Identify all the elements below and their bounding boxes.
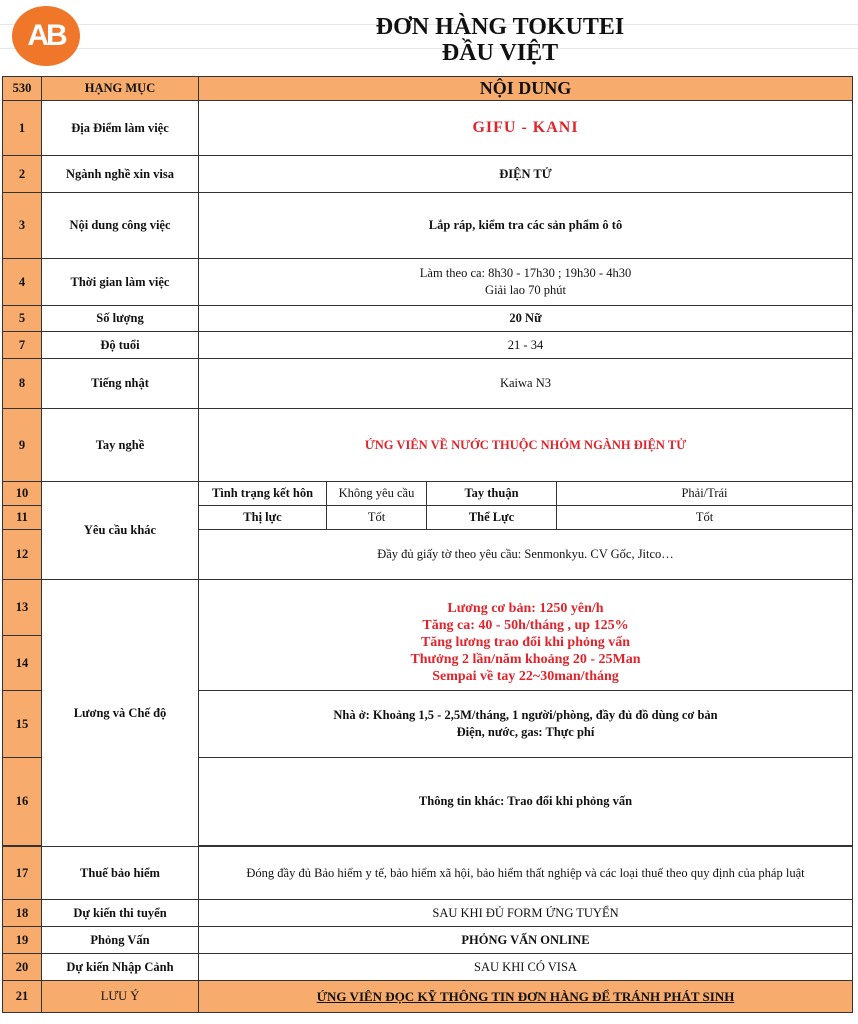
table-row [3, 101, 853, 156]
company-logo [12, 6, 80, 66]
salary-line: Sempai về tay 22~30man/tháng [432, 668, 619, 684]
row-category: Nội dung công việc [42, 193, 199, 259]
row-number: 19 [3, 927, 42, 954]
row-category: Dự kiến Nhập Cảnh [42, 954, 199, 981]
header-content: NỘI DUNG [199, 77, 853, 101]
row-number: 5 [3, 306, 42, 332]
shift-line: Làm theo ca: 8h30 - 17h30 ; 19h30 - 4h30 [419, 266, 632, 280]
row-number: 7 [3, 332, 42, 359]
row-category: Số lượng [42, 306, 199, 332]
quantity: 20 Nữ [199, 306, 853, 332]
salary-line: Tăng lương trao đổi khi phỏng vấn [420, 634, 631, 650]
row-number: 21 [3, 981, 42, 1013]
table-header-row [3, 77, 853, 101]
row-category: Độ tuổi [42, 332, 199, 359]
row-number: 18 [3, 900, 42, 927]
table-row [3, 927, 853, 954]
work-location: GIFU - KANI [199, 101, 853, 156]
fitness-value: Tốt [557, 506, 853, 530]
row-number: 1 [3, 101, 42, 156]
handedness-value: Phải/Trái [557, 482, 853, 506]
row-number: 14 [3, 636, 42, 691]
row-number: 16 [3, 758, 42, 846]
row-number: 10 [3, 482, 42, 506]
row-number: 17 [3, 847, 42, 900]
fitness-label: Thể Lực [427, 506, 557, 530]
table-row [3, 332, 853, 359]
row-number: 8 [3, 359, 42, 409]
salary-details [199, 580, 853, 691]
salary-line: Tăng ca: 40 - 50h/tháng , up 125% [422, 617, 629, 633]
row-category: Tay nghề [42, 409, 199, 482]
marital-status-label: Tình trạng kết hôn [199, 482, 327, 506]
table-row [3, 193, 853, 259]
eyesight-value: Tốt [327, 506, 427, 530]
row-category: Thời gian làm việc [42, 259, 199, 306]
table-row [3, 359, 853, 409]
handedness-label: Tay thuận [427, 482, 557, 506]
row-number: 12 [3, 530, 42, 580]
table-row [3, 580, 853, 636]
document-requirements: Đầy đủ giấy tờ theo yêu cầu: Senmonkyu. CV Gốc, Jitco… [199, 530, 853, 580]
row-category: Phỏng Vấn [42, 927, 199, 954]
row-number: 2 [3, 156, 42, 193]
row-number: 4 [3, 259, 42, 306]
other-info: Thông tin khác: Trao đổi khi phỏng vấn [199, 758, 853, 846]
job-description: Lắp ráp, kiểm tra các sản phẩm ô tô [199, 193, 853, 259]
row-number: 20 [3, 954, 42, 981]
row-number: 11 [3, 506, 42, 530]
exam-schedule: SAU KHI ĐỦ FORM ỨNG TUYỂN [199, 900, 853, 927]
table-row [3, 306, 853, 332]
row-number: 3 [3, 193, 42, 259]
visa-field: ĐIỆN TỬ [199, 156, 853, 193]
age-range: 21 - 34 [199, 332, 853, 359]
row-category: Ngành nghề xin visa [42, 156, 199, 193]
logo-text: AB [27, 19, 65, 52]
row-category: Địa Điểm làm việc [42, 101, 199, 156]
page-subtitle: ĐẦU VIỆT [441, 40, 559, 66]
break-line: Giải lao 70 phút [485, 283, 566, 297]
notice: ỨNG VIÊN ĐỌC KỸ THÔNG TIN ĐƠN HÀNG ĐỂ TRÁNH PHÁT SINH [199, 981, 853, 1013]
eyesight-label: Thị lực [199, 506, 327, 530]
table-row [3, 409, 853, 482]
row-number: 9 [3, 409, 42, 482]
row-category: Dự kiến thi tuyển [42, 900, 199, 927]
row-number: 13 [3, 580, 42, 636]
housing-info [199, 691, 853, 758]
table-row [3, 847, 853, 900]
tax-insurance: Đóng đầy đủ Bảo hiểm y tế, bảo hiểm xã hội, bảo hiểm thất nghiệp và các loại thuế theo quy định của pháp luật [199, 847, 853, 900]
row-category: Tiếng nhật [42, 359, 199, 409]
skill-requirement: ỨNG VIÊN VỀ NƯỚC THUỘC NHÓM NGÀNH ĐIỆN TỬ [199, 409, 853, 482]
working-hours [199, 259, 853, 306]
salary-line: Thưởng 2 lần/năm khoảng 20 - 25Man [410, 651, 641, 667]
table-row [3, 954, 853, 981]
header-num: 530 [3, 77, 42, 101]
header-category: HẠNG MỤC [42, 77, 199, 101]
salary-line: Lương cơ bản: 1250 yên/h [447, 600, 604, 616]
job-order-table [2, 76, 853, 1013]
row-category: LƯU Ý [42, 981, 199, 1013]
table-row [3, 900, 853, 927]
housing-line: Nhà ở: Khoảng 1,5 - 2,5M/tháng, 1 người/phòng, đầy đủ đồ dùng cơ bản [333, 708, 718, 722]
row-category: Thuế bảo hiểm [42, 847, 199, 900]
salary-category: Lương và Chế độ [42, 580, 199, 847]
interview-mode: PHỎNG VẤN ONLINE [199, 927, 853, 954]
page-title: ĐƠN HÀNG TOKUTEI [375, 14, 625, 40]
row-number: 15 [3, 691, 42, 758]
table-row [3, 981, 853, 1013]
table-row [3, 259, 853, 306]
marital-status-value: Không yêu cầu [327, 482, 427, 506]
other-requirements-category: Yêu cầu khác [42, 482, 199, 580]
table-row [3, 482, 853, 506]
entry-schedule: SAU KHI CÓ VISA [199, 954, 853, 981]
table-row [3, 156, 853, 193]
utilities-line: Điện, nước, gas: Thực phí [456, 725, 595, 739]
japanese-level: Kaiwa N3 [199, 359, 853, 409]
